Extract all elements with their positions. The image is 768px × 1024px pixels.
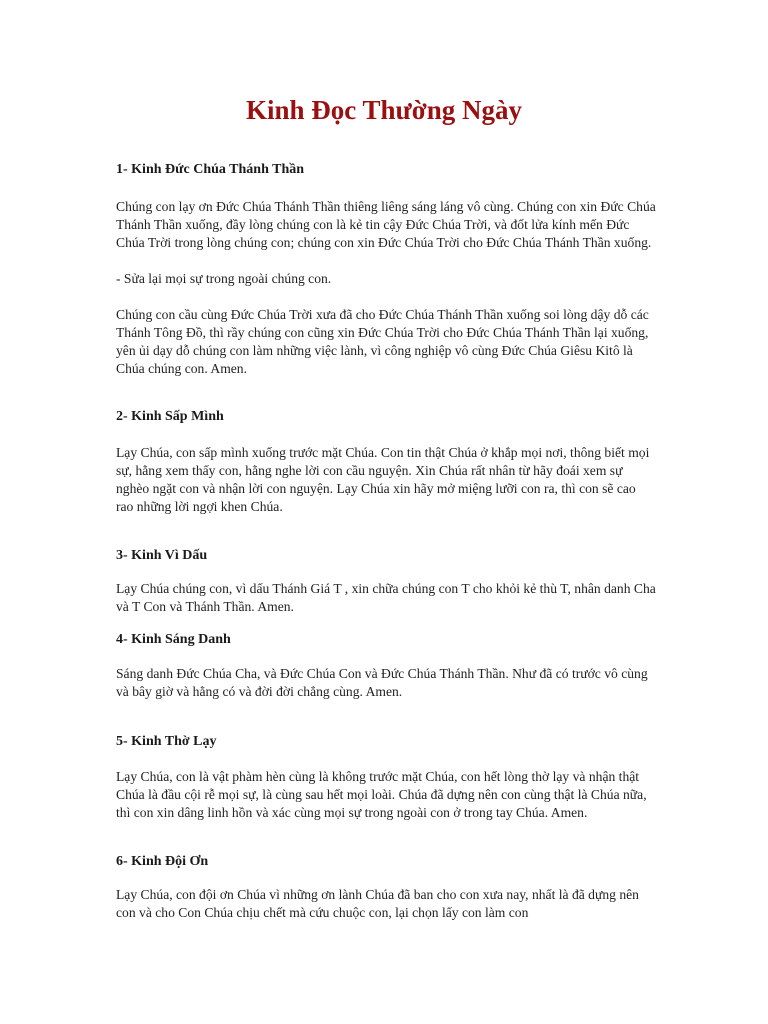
section-paragraph: Lạy Chúa chúng con, vì dấu Thánh Giá T , xin chữa chúng con T cho khỏi kẻ thù T, nhân danh Cha và T Con và Thánh Thần. Amen. <box>116 581 656 614</box>
document-title: Kinh Đọc Thường Ngày <box>246 95 522 125</box>
section-heading: 5- Kinh Thờ Lạy <box>116 734 217 749</box>
section-paragraph: - Sửa lại mọi sự trong ngoài chúng con. <box>116 271 332 286</box>
section-paragraph: Lạy Chúa, con đội ơn Chúa vì những ơn lành Chúa đã ban cho con xưa nay, nhất là đã dựng nên con và cho Con Chúa chịu chết mà cứu chuộc con, lại chọn lấy con làm con <box>116 887 639 920</box>
document-body <box>116 160 656 922</box>
section-paragraph: Lạy Chúa, con sấp mình xuống trước mặt Chúa. Con tin thật Chúa ở khắp mọi nơi, thông biết mọi sự, hằng xem thấy con, hằng nghe lời con cầu nguyện. Xin Chúa rất nhân từ hãy đoái xem sự nghèo ngặt con và nhận lời con nguyện. Lạy Chúa xin hãy mở miệng lưỡi con ra, thì con sẽ cao rao những lời ngợi khen Chúa. <box>116 445 650 514</box>
section-heading: 3- Kinh Vì Dấu <box>116 548 208 563</box>
section-heading: 2- Kinh Sấp Mình <box>116 409 224 424</box>
section-heading: 4- Kinh Sáng Danh <box>116 632 231 647</box>
section-paragraph: Sáng danh Đức Chúa Cha, và Đức Chúa Con và Đức Chúa Thánh Thần. Như đã có trước vô cùng và bây giờ và hằng có và đời đời chẳng cùng. Amen. <box>116 666 648 699</box>
section-paragraph: Chúng con cầu cùng Đức Chúa Trời xưa đã cho Đức Chúa Thánh Thần xuống soi lòng dậy dỗ các Thánh Tông Đồ, thì rầy chúng con cũng xin Đức Chúa Trời cho Đức Chúa Thánh Thần lại xuống, yên ủi dạy dỗ chúng con làm những việc lành, vì công nghiệp vô cùng Đức Chúa Giêsu Kitô là Chúa chúng con. Amen. <box>116 307 649 376</box>
section-paragraph: Lạy Chúa, con là vật phàm hèn cùng là không trước mặt Chúa, con hết lòng thờ lạy và nhận thật Chúa là đầu cội rễ mọi sự, là cùng sau hết mọi loài. Chúa đã dựng nên con cùng thật là Chúa nữa, thì con xin dâng linh hồn và xác cùng mọi sự trong ngoài con ở trong tay Chúa. Amen. <box>116 769 647 820</box>
section-heading: 1- Kinh Đức Chúa Thánh Thần <box>116 162 305 177</box>
section-paragraph: Chúng con lạy ơn Đức Chúa Thánh Thần thiêng liêng sáng láng vô cùng. Chúng con xin Đức Chúa Thánh Thần xuống, đầy lòng chúng con là kẻ tin cậy Đức Chúa Trời, và đốt lửa kính mến Đức Chúa Trời trong lòng chúng con; chúng con xin Đức Chúa Trời cho Đức Chúa Thánh Thần xuống. <box>116 199 656 250</box>
section-heading: 6- Kinh Đội Ơn <box>116 854 209 869</box>
